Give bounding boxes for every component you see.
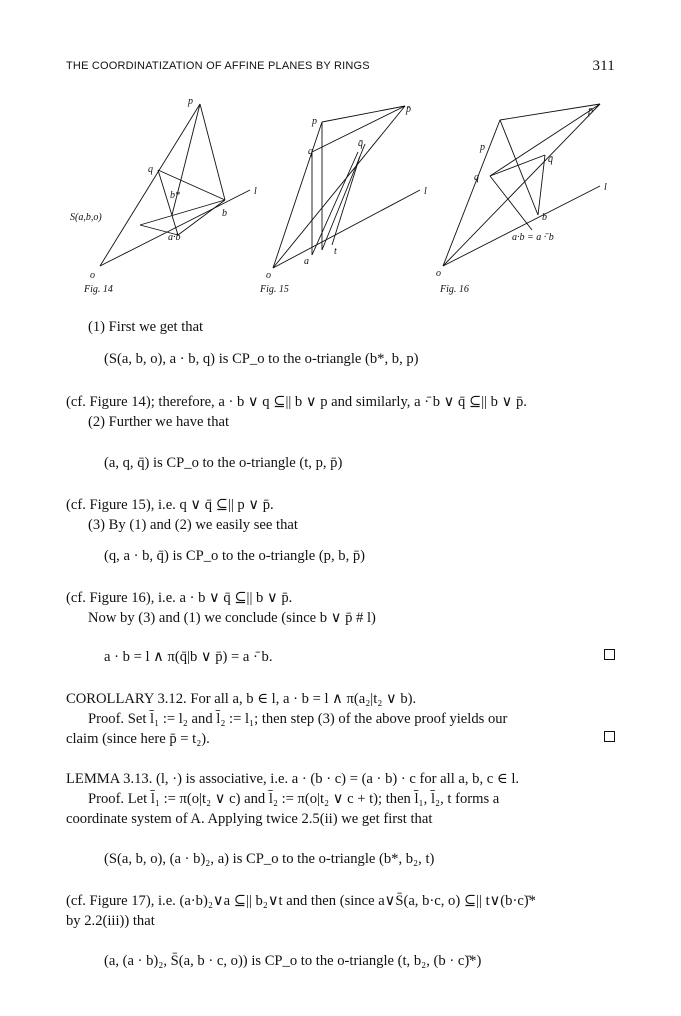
running-title: THE COORDINATIZATION OF AFFINE PLANES BY RINGS (66, 60, 370, 72)
fig14-label-ab: a·b (168, 232, 181, 243)
step-3-intro: (3) By (1) and (2) we easily see that (88, 517, 298, 533)
fig16-label-qbar: q̄ (548, 154, 553, 165)
fig14-label-bstar: b* (170, 190, 180, 201)
fig15-caption: Fig. 15 (260, 284, 289, 295)
display-eq-6: (a, (a · b)₂, S̄(a, b · c, o)) is CP_o to the o-triangle (t, b₂, (b · c)̄*) (104, 953, 482, 969)
text-line: (cf. Figure 16), i.e. a · b ∨ q̄ ⊆|| b ∨ p̄. (66, 590, 293, 606)
fig14-label-o: o (90, 270, 95, 281)
display-eq-2: (a, q, q̄) is CP_o to the o-triangle (t, p, p̄) (104, 455, 343, 471)
figures-row (60, 90, 620, 300)
fig15-label-p: p (312, 116, 317, 127)
step-2-intro: (2) Further we have that (88, 414, 230, 430)
figure-15 (273, 106, 420, 268)
running-header (66, 60, 615, 80)
corollary-proof: Proof. Set l̄₁ := l₂ and l̄₂ := l₁; then step (3) of the above proof yields our (88, 711, 508, 727)
text-line: Now by (3) and (1) we conclude (since b ∨ p̄ # l) (88, 610, 376, 626)
fig16-label-p: p (480, 142, 485, 153)
step-1-intro: (1) First we get that (88, 319, 204, 335)
fig14-label-q: q (148, 164, 153, 175)
display-eq-3: (q, a · b, q̄) is CP_o to the o-triangle (p, b, p̄) (104, 548, 366, 564)
text: claim (since here p̄ = t₂). (66, 731, 210, 747)
text-line: (cf. Figure 14); therefore, a · b ∨ q ⊆|| b ∨ p and similarly, a ·̄ b ∨ q̄ ⊆|| b ∨ p̄. (66, 394, 527, 410)
fig14-label-s: S(a,b,o) (70, 212, 102, 223)
lemma-3-13: LEMMA 3.13. (l, ·) is associative, i.e. a · (b · c) = (a · b) · c for all a, b, c ∈ l. (66, 771, 520, 787)
equation: a · b = l ∧ π(q̄|b ∨ p̄) = a ·̄ b. (104, 649, 273, 665)
fig14-caption: Fig. 14 (84, 284, 113, 295)
fig15-label-pbar: p̄ (406, 104, 411, 115)
fig16-caption: Fig. 16 (440, 284, 469, 295)
text-line: by 2.2(iii)) that (66, 913, 155, 929)
display-eq-4 (104, 648, 615, 666)
fig15-label-qbar: q̄ (358, 138, 363, 149)
fig16-label-pbar: p̄ (588, 106, 593, 117)
fig15-label-q: q (308, 146, 313, 157)
fig16-label-b: b (542, 212, 547, 223)
fig14-label-l: l (254, 186, 257, 197)
fig16-label-o: o (436, 268, 441, 279)
page-number: 311 (592, 58, 615, 74)
qed-mark (604, 731, 615, 742)
fig15-label-a: a (304, 256, 309, 267)
fig15-label-l: l (424, 186, 427, 197)
lemma-proof: Proof. Let l̄₁ := π(o|t₂ ∨ c) and l̄₂ := π(o|t₂ ∨ c + t); then l̄₁, l̄₂, t forms a (88, 791, 500, 807)
text-line: (cf. Figure 15), i.e. q ∨ q̄ ⊆|| p ∨ p̄. (66, 497, 274, 513)
fig14-label-p: p (188, 96, 193, 107)
text-line: coordinate system of A. Applying twice 2.5(ii) we get first that (66, 811, 433, 827)
corollary-3-12: COROLLARY 3.12. For all a, b ∈ l, a · b = l ∧ π(a₂|t₂ ∨ b). (66, 691, 417, 707)
corollary-proof-end (66, 730, 615, 748)
display-eq-1: (S(a, b, o), a · b, q) is CP_o to the o-triangle (b*, b, p) (104, 351, 419, 367)
fig15-label-o: o (266, 270, 271, 281)
display-eq-5: (S(a, b, o), (a · b)₂, a) is CP_o to the o-triangle (b*, b₂, t) (104, 851, 435, 867)
fig16-label-eq: a·b = a ·̄ b (512, 232, 554, 243)
fig16-label-q: q (474, 172, 479, 183)
text-line: (cf. Figure 17), i.e. (a·b)₂∨a ⊆|| b₂∨t and then (since a∨S̄(a, b·c, o) ⊆|| t∨(b·c)̄* (66, 893, 536, 909)
fig15-label-t: t (334, 246, 337, 257)
fig16-label-l: l (604, 182, 607, 193)
qed-mark (604, 649, 615, 660)
fig14-label-b: b (222, 208, 227, 219)
